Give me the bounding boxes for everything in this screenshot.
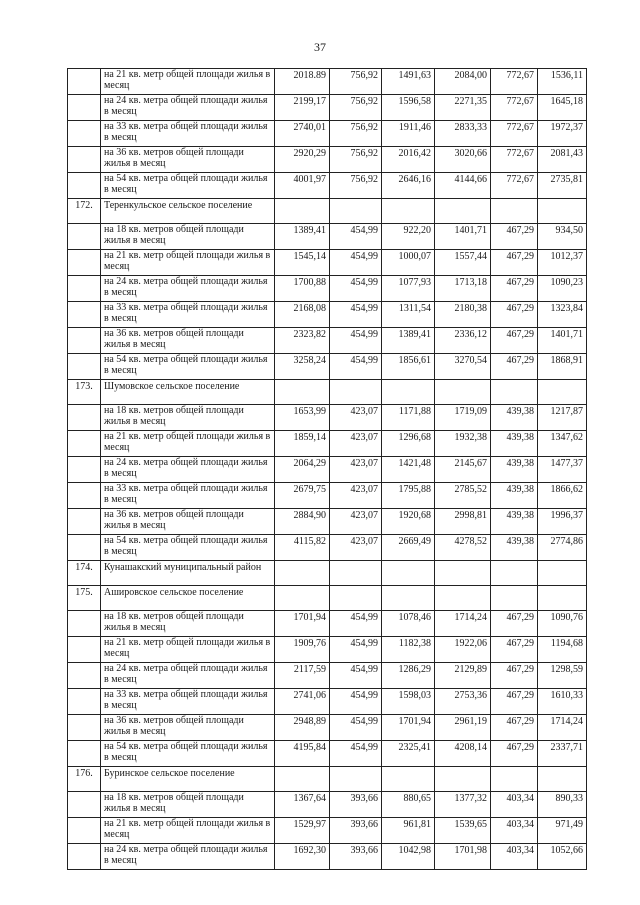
row-number-cell — [68, 328, 101, 354]
value-cell-2 — [330, 199, 382, 224]
value-cell-4: 1401,71 — [435, 224, 491, 250]
value-cell-2: 454,99 — [330, 611, 382, 637]
value-cell-3: 1598,03 — [382, 689, 435, 715]
value-cell-3 — [382, 199, 435, 224]
row-description-cell: на 18 кв. метров общей площади жилья в месяц — [101, 611, 275, 637]
value-cell-5: 467,29 — [491, 302, 538, 328]
value-cell-5: 467,29 — [491, 276, 538, 302]
row-description-cell: на 33 кв. метра общей площади жилья в месяц — [101, 121, 275, 147]
value-cell-6: 2774,86 — [538, 535, 587, 561]
table-row — [68, 844, 587, 870]
table-body — [68, 69, 587, 870]
value-cell-1 — [275, 199, 330, 224]
value-cell-6: 1347,62 — [538, 431, 587, 457]
row-description-cell: Теренкульское сельское поселение — [101, 199, 275, 224]
value-cell-5: 467,29 — [491, 663, 538, 689]
row-number-cell — [68, 457, 101, 483]
row-number-cell — [68, 276, 101, 302]
value-cell-1: 1701,94 — [275, 611, 330, 637]
row-number-cell: 175. — [68, 586, 101, 611]
value-cell-2: 756,92 — [330, 121, 382, 147]
table-row — [68, 741, 587, 767]
value-cell-6: 1996,37 — [538, 509, 587, 535]
value-cell-5 — [491, 767, 538, 792]
value-cell-6: 1645,18 — [538, 95, 587, 121]
table-row — [68, 95, 587, 121]
value-cell-3: 1795,88 — [382, 483, 435, 509]
value-cell-2: 393,66 — [330, 844, 382, 870]
row-description-cell: на 24 кв. метра общей площади жилья в месяц — [101, 663, 275, 689]
value-cell-1: 1529,97 — [275, 818, 330, 844]
row-number-cell: 176. — [68, 767, 101, 792]
table-row — [68, 69, 587, 95]
value-cell-6: 1194,68 — [538, 637, 587, 663]
value-cell-6 — [538, 586, 587, 611]
value-cell-4: 2336,12 — [435, 328, 491, 354]
value-cell-4: 2180,38 — [435, 302, 491, 328]
row-number-cell — [68, 431, 101, 457]
value-cell-5: 439,38 — [491, 509, 538, 535]
value-cell-2: 454,99 — [330, 637, 382, 663]
row-description-cell: на 36 кв. метров общей площади жилья в месяц — [101, 509, 275, 535]
row-description-cell: на 54 кв. метра общей площади жилья в месяц — [101, 535, 275, 561]
value-cell-3: 1296,68 — [382, 431, 435, 457]
value-cell-5: 467,29 — [491, 741, 538, 767]
row-number-cell: 172. — [68, 199, 101, 224]
value-cell-2: 423,07 — [330, 509, 382, 535]
value-cell-2: 423,07 — [330, 457, 382, 483]
value-cell-4: 3270,54 — [435, 354, 491, 380]
value-cell-2: 454,99 — [330, 663, 382, 689]
value-cell-3: 1911,46 — [382, 121, 435, 147]
value-cell-5: 439,38 — [491, 535, 538, 561]
value-cell-3: 1182,38 — [382, 637, 435, 663]
value-cell-5: 467,29 — [491, 689, 538, 715]
value-cell-2: 756,92 — [330, 69, 382, 95]
value-cell-5 — [491, 380, 538, 405]
value-cell-1: 2920,29 — [275, 147, 330, 173]
value-cell-3: 1311,54 — [382, 302, 435, 328]
value-cell-6: 1012,37 — [538, 250, 587, 276]
value-cell-3: 922,20 — [382, 224, 435, 250]
row-description-cell: на 54 кв. метра общей площади жилья в месяц — [101, 741, 275, 767]
value-cell-5: 772,67 — [491, 173, 538, 199]
value-cell-3: 961,81 — [382, 818, 435, 844]
value-cell-1: 2323,82 — [275, 328, 330, 354]
table-row — [68, 637, 587, 663]
row-number-cell — [68, 147, 101, 173]
value-cell-2: 454,99 — [330, 250, 382, 276]
value-cell-2: 454,99 — [330, 689, 382, 715]
value-cell-6: 2081,43 — [538, 147, 587, 173]
row-description-cell: на 21 кв. метр общей площади жилья в месяц — [101, 818, 275, 844]
table-row — [68, 535, 587, 561]
value-cell-3: 880,65 — [382, 792, 435, 818]
row-number-cell — [68, 121, 101, 147]
value-cell-2: 756,92 — [330, 173, 382, 199]
value-cell-1 — [275, 586, 330, 611]
value-cell-5: 772,67 — [491, 95, 538, 121]
value-cell-4: 1539,65 — [435, 818, 491, 844]
value-cell-3 — [382, 561, 435, 586]
value-cell-2: 454,99 — [330, 276, 382, 302]
row-description-cell: на 18 кв. метров общей площади жилья в месяц — [101, 792, 275, 818]
row-description-cell: на 33 кв. метра общей площади жилья в месяц — [101, 483, 275, 509]
row-description-cell: на 24 кв. метра общей площади жилья в месяц — [101, 457, 275, 483]
row-description-cell: на 33 кв. метра общей площади жилья в месяц — [101, 689, 275, 715]
value-cell-6: 1323,84 — [538, 302, 587, 328]
value-cell-4: 1557,44 — [435, 250, 491, 276]
value-cell-5 — [491, 586, 538, 611]
table-row — [68, 663, 587, 689]
row-number-cell — [68, 95, 101, 121]
row-number-cell — [68, 818, 101, 844]
value-cell-1: 4115,82 — [275, 535, 330, 561]
value-cell-5: 403,34 — [491, 844, 538, 870]
value-cell-2: 454,99 — [330, 302, 382, 328]
value-cell-2: 454,99 — [330, 354, 382, 380]
value-cell-4: 1713,18 — [435, 276, 491, 302]
value-cell-1: 2948,89 — [275, 715, 330, 741]
row-description-cell: на 18 кв. метров общей площади жилья в месяц — [101, 405, 275, 431]
value-cell-5: 403,34 — [491, 818, 538, 844]
value-cell-1: 2018.89 — [275, 69, 330, 95]
value-cell-4: 2145,67 — [435, 457, 491, 483]
row-number-cell — [68, 405, 101, 431]
value-cell-5: 439,38 — [491, 483, 538, 509]
table-row — [68, 173, 587, 199]
table-row — [68, 250, 587, 276]
value-cell-2: 393,66 — [330, 792, 382, 818]
row-number-cell: 174. — [68, 561, 101, 586]
value-cell-3 — [382, 767, 435, 792]
value-cell-6: 1536,11 — [538, 69, 587, 95]
value-cell-5: 467,29 — [491, 715, 538, 741]
value-cell-5: 439,38 — [491, 405, 538, 431]
value-cell-4: 2129,89 — [435, 663, 491, 689]
row-description-cell: на 54 кв. метра общей площади жилья в месяц — [101, 354, 275, 380]
row-description-cell: Буринское сельское поселение — [101, 767, 275, 792]
value-cell-4: 2084,00 — [435, 69, 491, 95]
value-cell-1: 1653,99 — [275, 405, 330, 431]
value-cell-6: 1866,62 — [538, 483, 587, 509]
table-row — [68, 611, 587, 637]
value-cell-3: 1077,93 — [382, 276, 435, 302]
value-cell-1: 2199,17 — [275, 95, 330, 121]
value-cell-1: 1692,30 — [275, 844, 330, 870]
value-cell-4: 3020,66 — [435, 147, 491, 173]
value-cell-6: 1401,71 — [538, 328, 587, 354]
value-cell-4: 1701,98 — [435, 844, 491, 870]
value-cell-1 — [275, 561, 330, 586]
row-number-cell — [68, 509, 101, 535]
row-number-cell — [68, 250, 101, 276]
row-number-cell — [68, 483, 101, 509]
value-cell-6: 1610,33 — [538, 689, 587, 715]
value-cell-6: 971,49 — [538, 818, 587, 844]
value-cell-1: 4195,84 — [275, 741, 330, 767]
value-cell-2: 423,07 — [330, 405, 382, 431]
value-cell-4: 1719,09 — [435, 405, 491, 431]
value-cell-2: 756,92 — [330, 147, 382, 173]
table-row — [68, 405, 587, 431]
row-description-cell: Аширoвское сельское поселение — [101, 586, 275, 611]
table-row — [68, 509, 587, 535]
row-number-cell — [68, 741, 101, 767]
value-cell-1: 1700,88 — [275, 276, 330, 302]
value-cell-2: 454,99 — [330, 328, 382, 354]
value-cell-4: 1377,32 — [435, 792, 491, 818]
value-cell-5: 467,29 — [491, 224, 538, 250]
row-description-cell: на 36 кв. метров общей площади жилья в месяц — [101, 147, 275, 173]
row-description-cell: Шумовское сельское поселение — [101, 380, 275, 405]
row-description-cell: на 21 кв. метр общей площади жилья в месяц — [101, 69, 275, 95]
value-cell-4: 1922,06 — [435, 637, 491, 663]
value-cell-6: 1052,66 — [538, 844, 587, 870]
table-row — [68, 328, 587, 354]
table-row — [68, 457, 587, 483]
value-cell-5: 467,29 — [491, 611, 538, 637]
value-cell-5: 467,29 — [491, 250, 538, 276]
value-cell-1: 1859,14 — [275, 431, 330, 457]
value-cell-2 — [330, 586, 382, 611]
row-description-cell: на 24 кв. метра общей площади жилья в месяц — [101, 276, 275, 302]
row-description-cell: на 33 кв. метра общей площади жилья в месяц — [101, 302, 275, 328]
table-row — [68, 483, 587, 509]
table-row — [68, 147, 587, 173]
value-cell-6: 2735,81 — [538, 173, 587, 199]
value-cell-3: 1421,48 — [382, 457, 435, 483]
row-description-cell: на 36 кв. метров общей площади жилья в месяц — [101, 328, 275, 354]
row-description-cell: на 24 кв. метра общей площади жилья в месяц — [101, 95, 275, 121]
value-cell-1: 1909,76 — [275, 637, 330, 663]
value-cell-5: 467,29 — [491, 637, 538, 663]
row-description-cell: на 18 кв. метров общей площади жилья в месяц — [101, 224, 275, 250]
row-number-cell — [68, 224, 101, 250]
value-cell-4: 2833,33 — [435, 121, 491, 147]
value-cell-6: 1477,37 — [538, 457, 587, 483]
table-row — [68, 224, 587, 250]
value-cell-5: 772,67 — [491, 69, 538, 95]
value-cell-3 — [382, 586, 435, 611]
value-cell-1 — [275, 380, 330, 405]
value-cell-2: 454,99 — [330, 715, 382, 741]
value-cell-4: 2785,52 — [435, 483, 491, 509]
table-row — [68, 689, 587, 715]
value-cell-3: 1491,63 — [382, 69, 435, 95]
value-cell-4: 4278,52 — [435, 535, 491, 561]
row-number-cell — [68, 69, 101, 95]
value-cell-1: 2117,59 — [275, 663, 330, 689]
value-cell-4: 2998,81 — [435, 509, 491, 535]
table-row — [68, 715, 587, 741]
row-number-cell — [68, 535, 101, 561]
value-cell-6 — [538, 767, 587, 792]
row-description-cell: на 54 кв. метра общей площади жилья в месяц — [101, 173, 275, 199]
value-cell-3: 1856,61 — [382, 354, 435, 380]
row-description-cell: на 36 кв. метров общей площади жилья в месяц — [101, 715, 275, 741]
value-cell-6: 1090,76 — [538, 611, 587, 637]
value-cell-3: 1389,41 — [382, 328, 435, 354]
value-cell-2: 423,07 — [330, 535, 382, 561]
row-description-cell: на 24 кв. метра общей площади жилья в месяц — [101, 844, 275, 870]
value-cell-5: 772,67 — [491, 147, 538, 173]
value-cell-1: 3258,24 — [275, 354, 330, 380]
value-cell-2 — [330, 380, 382, 405]
row-number-cell: 173. — [68, 380, 101, 405]
value-cell-2 — [330, 561, 382, 586]
value-cell-3: 2016,42 — [382, 147, 435, 173]
table-row — [68, 276, 587, 302]
value-cell-1: 2064,29 — [275, 457, 330, 483]
value-cell-2: 423,07 — [330, 431, 382, 457]
value-cell-6 — [538, 380, 587, 405]
value-cell-3 — [382, 380, 435, 405]
value-cell-4: 4144,66 — [435, 173, 491, 199]
table-row — [68, 431, 587, 457]
value-cell-6: 1217,87 — [538, 405, 587, 431]
value-cell-3: 1596,58 — [382, 95, 435, 121]
tariff-table — [67, 68, 587, 870]
row-number-cell — [68, 689, 101, 715]
row-description-cell: на 21 кв. метр общей площади жилья в месяц — [101, 637, 275, 663]
value-cell-4: 4208,14 — [435, 741, 491, 767]
value-cell-4 — [435, 380, 491, 405]
value-cell-4: 1714,24 — [435, 611, 491, 637]
value-cell-3: 2325,41 — [382, 741, 435, 767]
value-cell-2: 423,07 — [330, 483, 382, 509]
table-row — [68, 121, 587, 147]
value-cell-1: 2168,08 — [275, 302, 330, 328]
value-cell-6: 1972,37 — [538, 121, 587, 147]
row-number-cell — [68, 637, 101, 663]
row-number-cell — [68, 792, 101, 818]
value-cell-6 — [538, 199, 587, 224]
value-cell-4: 2753,36 — [435, 689, 491, 715]
value-cell-2: 454,99 — [330, 224, 382, 250]
table-row — [68, 354, 587, 380]
value-cell-6: 934,50 — [538, 224, 587, 250]
value-cell-1 — [275, 767, 330, 792]
value-cell-5 — [491, 199, 538, 224]
value-cell-2: 393,66 — [330, 818, 382, 844]
value-cell-5: 467,29 — [491, 328, 538, 354]
row-description-cell: на 21 кв. метр общей площади жилья в месяц — [101, 431, 275, 457]
value-cell-4 — [435, 561, 491, 586]
value-cell-5: 772,67 — [491, 121, 538, 147]
value-cell-6: 890,33 — [538, 792, 587, 818]
value-cell-3: 1078,46 — [382, 611, 435, 637]
value-cell-5: 439,38 — [491, 457, 538, 483]
value-cell-1: 4001,97 — [275, 173, 330, 199]
value-cell-1: 1367,64 — [275, 792, 330, 818]
table-row — [68, 818, 587, 844]
value-cell-3: 1171,88 — [382, 405, 435, 431]
value-cell-3: 1042,98 — [382, 844, 435, 870]
value-cell-6 — [538, 561, 587, 586]
value-cell-1: 1389,41 — [275, 224, 330, 250]
value-cell-3: 2669,49 — [382, 535, 435, 561]
row-number-cell — [68, 173, 101, 199]
value-cell-6: 2337,71 — [538, 741, 587, 767]
row-number-cell — [68, 663, 101, 689]
value-cell-4 — [435, 767, 491, 792]
value-cell-1: 2679,75 — [275, 483, 330, 509]
value-cell-6: 1868,91 — [538, 354, 587, 380]
value-cell-2: 756,92 — [330, 95, 382, 121]
value-cell-3: 1920,68 — [382, 509, 435, 535]
section-row — [68, 767, 587, 792]
value-cell-4: 2961,19 — [435, 715, 491, 741]
row-description-cell: на 21 кв. метр общей площади жилья в месяц — [101, 250, 275, 276]
row-number-cell — [68, 611, 101, 637]
section-row — [68, 586, 587, 611]
value-cell-6: 1090,23 — [538, 276, 587, 302]
value-cell-4: 2271,35 — [435, 95, 491, 121]
value-cell-1: 2741,06 — [275, 689, 330, 715]
value-cell-6: 1714,24 — [538, 715, 587, 741]
value-cell-4 — [435, 199, 491, 224]
value-cell-2 — [330, 767, 382, 792]
value-cell-1: 2740,01 — [275, 121, 330, 147]
row-number-cell — [68, 844, 101, 870]
page-number: 37 — [314, 40, 326, 54]
section-row — [68, 199, 587, 224]
section-row — [68, 561, 587, 586]
value-cell-4 — [435, 586, 491, 611]
value-cell-3: 1000,07 — [382, 250, 435, 276]
table-row — [68, 302, 587, 328]
value-cell-5 — [491, 561, 538, 586]
value-cell-6: 1298,59 — [538, 663, 587, 689]
row-number-cell — [68, 354, 101, 380]
table-row — [68, 792, 587, 818]
value-cell-5: 439,38 — [491, 431, 538, 457]
value-cell-3: 1286,29 — [382, 663, 435, 689]
value-cell-4: 1932,38 — [435, 431, 491, 457]
row-description-cell: Кунашакский муниципальный район — [101, 561, 275, 586]
value-cell-5: 403,34 — [491, 792, 538, 818]
row-number-cell — [68, 302, 101, 328]
section-row — [68, 380, 587, 405]
value-cell-5: 467,29 — [491, 354, 538, 380]
value-cell-2: 454,99 — [330, 741, 382, 767]
value-cell-1: 2884,90 — [275, 509, 330, 535]
value-cell-3: 1701,94 — [382, 715, 435, 741]
value-cell-3: 2646,16 — [382, 173, 435, 199]
row-number-cell — [68, 715, 101, 741]
value-cell-1: 1545,14 — [275, 250, 330, 276]
